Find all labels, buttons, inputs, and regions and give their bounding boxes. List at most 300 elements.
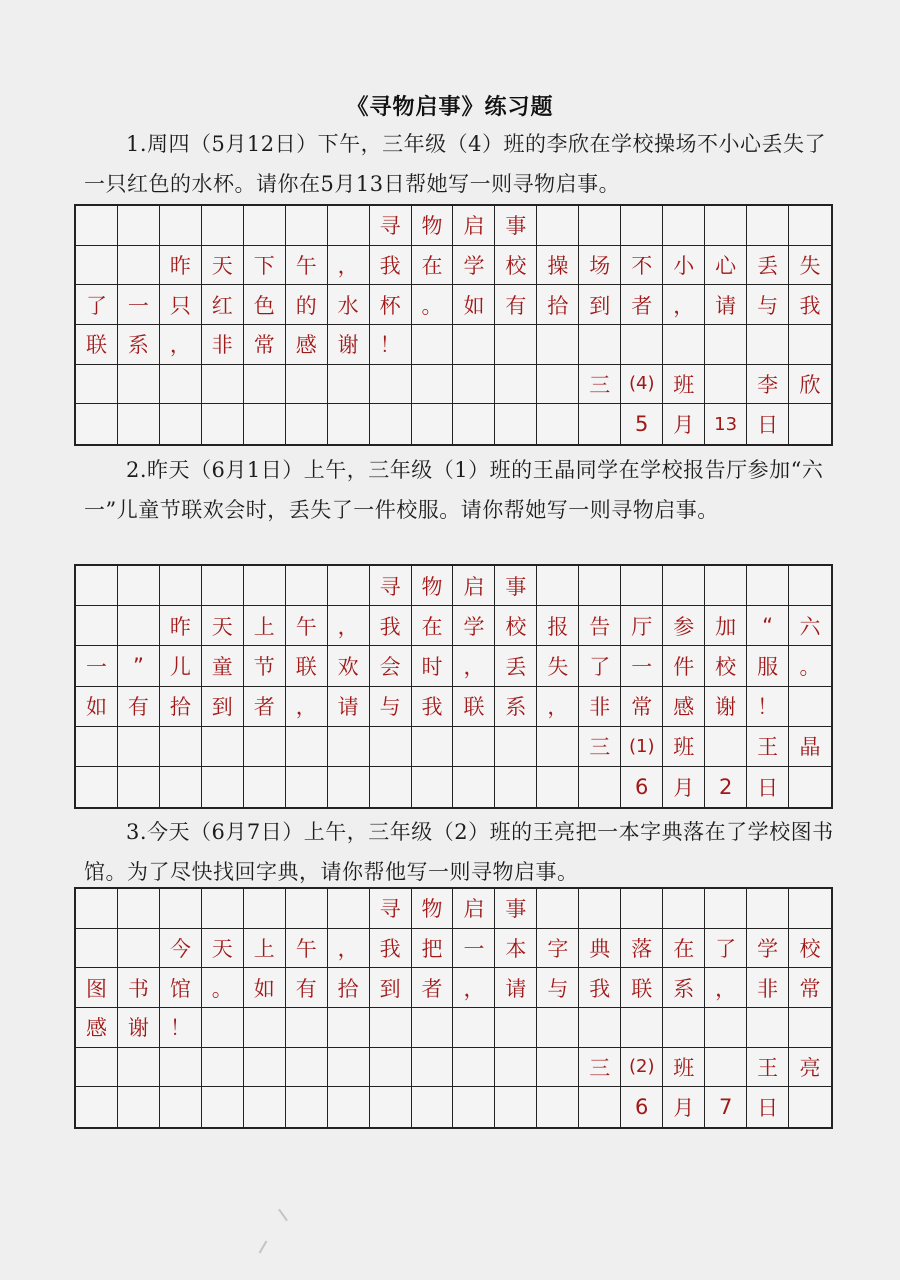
grid-cell (76, 767, 118, 807)
grid-cell: 童 (202, 646, 244, 686)
grid-cell: ， (328, 929, 370, 969)
grid-cell (537, 1048, 579, 1088)
grid-cell (370, 1008, 412, 1048)
grid-cell (789, 889, 831, 929)
grid-cell: 我 (789, 285, 831, 325)
grid-cell: 了 (705, 929, 747, 969)
grid-cell: 请 (705, 285, 747, 325)
grid-cell (244, 1048, 286, 1088)
grid-cell (118, 246, 160, 286)
grid-cell (412, 767, 454, 807)
grid-cell (537, 727, 579, 767)
grid-cell: 有 (286, 968, 328, 1008)
grid-cell: 我 (370, 246, 412, 286)
grid-cell (76, 566, 118, 606)
grid-cell: 启 (453, 889, 495, 929)
grid-cell (244, 404, 286, 444)
grid-cell (705, 889, 747, 929)
grid-cell: 系 (495, 687, 537, 727)
grid-cell (789, 1087, 831, 1127)
grid-cell: 上 (244, 929, 286, 969)
grid-cell (579, 325, 621, 365)
grid-cell (621, 1008, 663, 1048)
grid-cell: 。 (412, 285, 454, 325)
grid-cell (286, 365, 328, 405)
grid-cell: 拾 (328, 968, 370, 1008)
grid-cell (747, 206, 789, 246)
grid-cell (579, 566, 621, 606)
grid-cell (286, 1048, 328, 1088)
grid-cell: 常 (621, 687, 663, 727)
grid-cell (286, 889, 328, 929)
grid-cell (118, 365, 160, 405)
grid-cell: 校 (495, 606, 537, 646)
grid-cell (705, 206, 747, 246)
grid-cell: 天 (202, 246, 244, 286)
grid-cell: 丢 (495, 646, 537, 686)
grid-cell (621, 566, 663, 606)
grid-cell: ， (160, 325, 202, 365)
grid-cell (244, 206, 286, 246)
grid-cell (453, 1008, 495, 1048)
grid-cell: 失 (789, 246, 831, 286)
grid-cell: 李 (747, 365, 789, 405)
answer-grid-1 (74, 204, 833, 446)
grid-cell: 图 (76, 968, 118, 1008)
grid-cell (286, 1087, 328, 1127)
grid-cell (370, 727, 412, 767)
grid-cell: 如 (76, 687, 118, 727)
grid-cell: ， (328, 246, 370, 286)
grid-cell: 校 (789, 929, 831, 969)
grid-cell (286, 404, 328, 444)
grid-cell: ， (453, 646, 495, 686)
grid-cell (286, 1008, 328, 1048)
grid-cell (663, 1008, 705, 1048)
grid-cell (537, 325, 579, 365)
grid-cell (537, 365, 579, 405)
grid-cell (244, 727, 286, 767)
grid-cell: 上 (244, 606, 286, 646)
grid-cell (118, 889, 160, 929)
question-2-prompt: 2.昨天（6月1日）上午，三年级（1）班的王晶同学在学校报告厅参加“六一”儿童节联欢会时，丢失了一件校服。请你帮她写一则寻物启事。 (84, 458, 824, 522)
grid-cell (160, 1087, 202, 1127)
grid-cell (705, 566, 747, 606)
grid-cell: 了 (76, 285, 118, 325)
grid-cell: 日 (747, 767, 789, 807)
grid-cell (370, 404, 412, 444)
grid-cell (663, 889, 705, 929)
grid-cell: 我 (370, 929, 412, 969)
grid-cell (747, 1008, 789, 1048)
grid-cell: 晶 (789, 727, 831, 767)
grid-cell: 谢 (118, 1008, 160, 1048)
grid-cell: 如 (453, 285, 495, 325)
grid-cell: 感 (286, 325, 328, 365)
grid-cell (495, 727, 537, 767)
grid-cell (160, 206, 202, 246)
grid-cell: 如 (244, 968, 286, 1008)
grid-cell (412, 1048, 454, 1088)
grid-cell (202, 727, 244, 767)
grid-cell (118, 404, 160, 444)
grid-cell (705, 727, 747, 767)
grid-cell: 非 (579, 687, 621, 727)
grid-cell (202, 889, 244, 929)
grid-cell: ， (328, 606, 370, 646)
grid-cell: 件 (663, 646, 705, 686)
grid-cell (202, 206, 244, 246)
grid-cell: 事 (495, 889, 537, 929)
grid-cell (328, 365, 370, 405)
grid-cell (118, 1048, 160, 1088)
grid-cell: 感 (76, 1008, 118, 1048)
grid-cell: 系 (663, 968, 705, 1008)
grid-cell: 校 (705, 646, 747, 686)
grid-cell (118, 727, 160, 767)
grid-cell: ！ (160, 1008, 202, 1048)
grid-cell (537, 767, 579, 807)
grid-cell: 事 (495, 206, 537, 246)
grid-cell: 物 (412, 889, 454, 929)
grid-cell: 在 (412, 606, 454, 646)
grid-cell (76, 1048, 118, 1088)
grid-cell: 谢 (705, 687, 747, 727)
grid-cell: 心 (705, 246, 747, 286)
grid-cell (370, 767, 412, 807)
grid-cell (118, 606, 160, 646)
grid-cell (328, 206, 370, 246)
grid-cell: 联 (76, 325, 118, 365)
grid-cell: 本 (495, 929, 537, 969)
grid-cell: 只 (160, 285, 202, 325)
grid-cell: 的 (286, 285, 328, 325)
grid-cell (76, 206, 118, 246)
grid-cell (286, 206, 328, 246)
grid-cell (495, 767, 537, 807)
grid-cell (328, 404, 370, 444)
grid-cell (76, 929, 118, 969)
grid-cell (537, 889, 579, 929)
grid-cell (579, 1008, 621, 1048)
grid-cell: 天 (202, 606, 244, 646)
paper-smudge (278, 1209, 288, 1222)
grid-cell: 者 (412, 968, 454, 1008)
grid-cell (160, 1048, 202, 1088)
grid-cell (286, 566, 328, 606)
grid-cell (495, 1087, 537, 1127)
grid-cell (370, 1048, 412, 1088)
grid-cell (453, 1048, 495, 1088)
grid-cell (537, 404, 579, 444)
grid-cell (328, 566, 370, 606)
grid-cell: 操 (537, 246, 579, 286)
grid-cell (579, 889, 621, 929)
page-title: 《寻物启事》练习题 (346, 95, 554, 120)
grid-cell: 日 (747, 1087, 789, 1127)
grid-cell (202, 365, 244, 405)
grid-cell: 不 (621, 246, 663, 286)
grid-cell (76, 727, 118, 767)
grid-cell (579, 767, 621, 807)
grid-cell: 非 (202, 325, 244, 365)
grid-cell: “ (747, 606, 789, 646)
grid-cell: 感 (663, 687, 705, 727)
grid-cell: ！ (747, 687, 789, 727)
grid-cell (244, 767, 286, 807)
grid-cell: 午 (286, 929, 328, 969)
grid-cell: ， (537, 687, 579, 727)
grid-cell (495, 1008, 537, 1048)
grid-cell (495, 325, 537, 365)
grid-cell: 请 (495, 968, 537, 1008)
grid-cell: 下 (244, 246, 286, 286)
grid-cell: 加 (705, 606, 747, 646)
grid-cell: 事 (495, 566, 537, 606)
grid-cell (76, 1087, 118, 1127)
grid-cell: 校 (495, 246, 537, 286)
grid-cell (537, 1087, 579, 1127)
grid-cell: 在 (412, 246, 454, 286)
grid-cell (202, 404, 244, 444)
grid-cell (453, 727, 495, 767)
grid-cell (747, 889, 789, 929)
grid-cell (118, 929, 160, 969)
grid-cell: 今 (160, 929, 202, 969)
grid-cell (412, 1087, 454, 1127)
grid-cell: 六 (789, 606, 831, 646)
grid-cell: 时 (412, 646, 454, 686)
grid-cell: 日 (747, 404, 789, 444)
grid-cell: ， (705, 968, 747, 1008)
grid-cell: 联 (286, 646, 328, 686)
grid-cell: 在 (663, 929, 705, 969)
grid-cell (160, 566, 202, 606)
grid-cell: 杯 (370, 285, 412, 325)
question-1-prompt: 1.周四（5月12日）下午，三年级（4）班的李欣在学校操场不小心丢失了一只红色的水杯。请你在5月13日帮她写一则寻物启事。 (84, 132, 826, 196)
grid-cell: 常 (244, 325, 286, 365)
grid-cell: 常 (789, 968, 831, 1008)
grid-cell: 2 (705, 767, 747, 807)
grid-cell: 到 (370, 968, 412, 1008)
answer-grid-3 (74, 887, 833, 1129)
grid-cell: 王 (747, 1048, 789, 1088)
grid-cell: 红 (202, 285, 244, 325)
grid-cell (789, 404, 831, 444)
grid-cell: 学 (453, 606, 495, 646)
grid-cell (705, 325, 747, 365)
grid-cell: 谢 (328, 325, 370, 365)
grid-cell: 寻 (370, 206, 412, 246)
grid-cell: 会 (370, 646, 412, 686)
grid-cell (663, 566, 705, 606)
grid-cell: 水 (328, 285, 370, 325)
grid-cell (202, 566, 244, 606)
grid-cell (202, 1087, 244, 1127)
grid-cell (621, 325, 663, 365)
grid-cell: 月 (663, 1087, 705, 1127)
grid-cell: 失 (537, 646, 579, 686)
grid-cell (76, 246, 118, 286)
grid-cell: 与 (370, 687, 412, 727)
grid-cell (370, 1087, 412, 1127)
grid-cell (789, 206, 831, 246)
grid-cell (579, 206, 621, 246)
grid-cell (453, 325, 495, 365)
grid-cell: 参 (663, 606, 705, 646)
grid-cell (244, 365, 286, 405)
grid-cell (76, 365, 118, 405)
question-3-prompt: 3.今天（6月7日）上午，三年级（2）班的王亮把一本字典落在了学校图书馆。为了尽快找回字典，请你帮他写一则寻物启事。 (84, 820, 834, 884)
grid-cell: 落 (621, 929, 663, 969)
grid-cell (328, 889, 370, 929)
grid-cell (160, 404, 202, 444)
grid-cell (789, 687, 831, 727)
grid-cell: 我 (370, 606, 412, 646)
grid-cell: 告 (579, 606, 621, 646)
grid-cell: 色 (244, 285, 286, 325)
grid-cell: 午 (286, 246, 328, 286)
grid-cell: 拾 (160, 687, 202, 727)
grid-cell: 班 (663, 727, 705, 767)
grid-cell: 班 (663, 1048, 705, 1088)
grid-cell (453, 404, 495, 444)
grid-cell (579, 1087, 621, 1127)
grid-cell: 启 (453, 206, 495, 246)
grid-cell (244, 566, 286, 606)
grid-cell (328, 1008, 370, 1048)
grid-cell: 欢 (328, 646, 370, 686)
grid-cell (663, 206, 705, 246)
grid-cell: 字 (537, 929, 579, 969)
grid-cell: 月 (663, 404, 705, 444)
grid-cell: 一 (621, 646, 663, 686)
grid-cell: 报 (537, 606, 579, 646)
grid-cell: 拾 (537, 285, 579, 325)
grid-cell (789, 1008, 831, 1048)
grid-cell (621, 206, 663, 246)
grid-cell (76, 606, 118, 646)
grid-cell: 一 (76, 646, 118, 686)
grid-cell: 联 (453, 687, 495, 727)
grid-cell: 与 (537, 968, 579, 1008)
grid-cell: 儿 (160, 646, 202, 686)
grid-cell: 书 (118, 968, 160, 1008)
grid-cell (328, 727, 370, 767)
grid-cell: 三 (579, 1048, 621, 1088)
grid-cell: 到 (579, 285, 621, 325)
grid-cell (286, 727, 328, 767)
grid-cell (160, 767, 202, 807)
grid-cell: 天 (202, 929, 244, 969)
grid-cell: 昨 (160, 606, 202, 646)
grid-cell: 有 (495, 285, 537, 325)
grid-cell (495, 365, 537, 405)
grid-cell: 场 (579, 246, 621, 286)
grid-cell: 者 (621, 285, 663, 325)
grid-cell (118, 566, 160, 606)
grid-cell: 物 (412, 206, 454, 246)
grid-cell: 服 (747, 646, 789, 686)
grid-cell (537, 1008, 579, 1048)
grid-cell (370, 365, 412, 405)
grid-cell (412, 727, 454, 767)
grid-cell (453, 365, 495, 405)
grid-cell (412, 325, 454, 365)
grid-cell: 非 (747, 968, 789, 1008)
grid-cell: 6 (621, 1087, 663, 1127)
grid-cell (244, 1087, 286, 1127)
grid-cell (747, 325, 789, 365)
grid-cell (789, 767, 831, 807)
paper-smudge (259, 1240, 268, 1253)
grid-cell (118, 1087, 160, 1127)
grid-cell: 典 (579, 929, 621, 969)
grid-cell: ， (286, 687, 328, 727)
grid-cell: 学 (453, 246, 495, 286)
grid-cell: 寻 (370, 889, 412, 929)
grid-cell: ， (663, 285, 705, 325)
grid-cell: 丢 (747, 246, 789, 286)
grid-cell: 联 (621, 968, 663, 1008)
grid-cell (286, 767, 328, 807)
grid-cell (76, 404, 118, 444)
grid-cell (621, 889, 663, 929)
grid-cell: 有 (118, 687, 160, 727)
grid-cell: 学 (747, 929, 789, 969)
grid-cell: 午 (286, 606, 328, 646)
grid-cell: 馆 (160, 968, 202, 1008)
grid-cell (244, 889, 286, 929)
grid-cell (160, 365, 202, 405)
grid-cell: 节 (244, 646, 286, 686)
grid-cell: 寻 (370, 566, 412, 606)
grid-cell: 7 (705, 1087, 747, 1127)
grid-cell (579, 404, 621, 444)
grid-cell: 一 (453, 929, 495, 969)
grid-cell: 6 (621, 767, 663, 807)
grid-cell (160, 727, 202, 767)
grid-cell: (1) (621, 727, 663, 767)
grid-cell: 请 (328, 687, 370, 727)
grid-cell (495, 404, 537, 444)
grid-cell (118, 767, 160, 807)
grid-cell (328, 1048, 370, 1088)
answer-grid-2 (74, 564, 833, 809)
grid-cell: 系 (118, 325, 160, 365)
grid-cell (202, 767, 244, 807)
grid-cell: 三 (579, 727, 621, 767)
grid-cell: 亮 (789, 1048, 831, 1088)
grid-cell: ” (118, 646, 160, 686)
grid-cell: (2) (621, 1048, 663, 1088)
grid-cell (76, 889, 118, 929)
grid-cell (495, 1048, 537, 1088)
grid-cell: 者 (244, 687, 286, 727)
grid-cell: 厅 (621, 606, 663, 646)
grid-cell: (4) (621, 365, 663, 405)
grid-cell (412, 404, 454, 444)
grid-cell: 我 (412, 687, 454, 727)
grid-cell (160, 889, 202, 929)
grid-cell: 昨 (160, 246, 202, 286)
grid-cell: 启 (453, 566, 495, 606)
grid-cell (537, 206, 579, 246)
grid-cell (328, 1087, 370, 1127)
grid-cell (244, 1008, 286, 1048)
grid-cell (747, 566, 789, 606)
grid-cell (118, 206, 160, 246)
